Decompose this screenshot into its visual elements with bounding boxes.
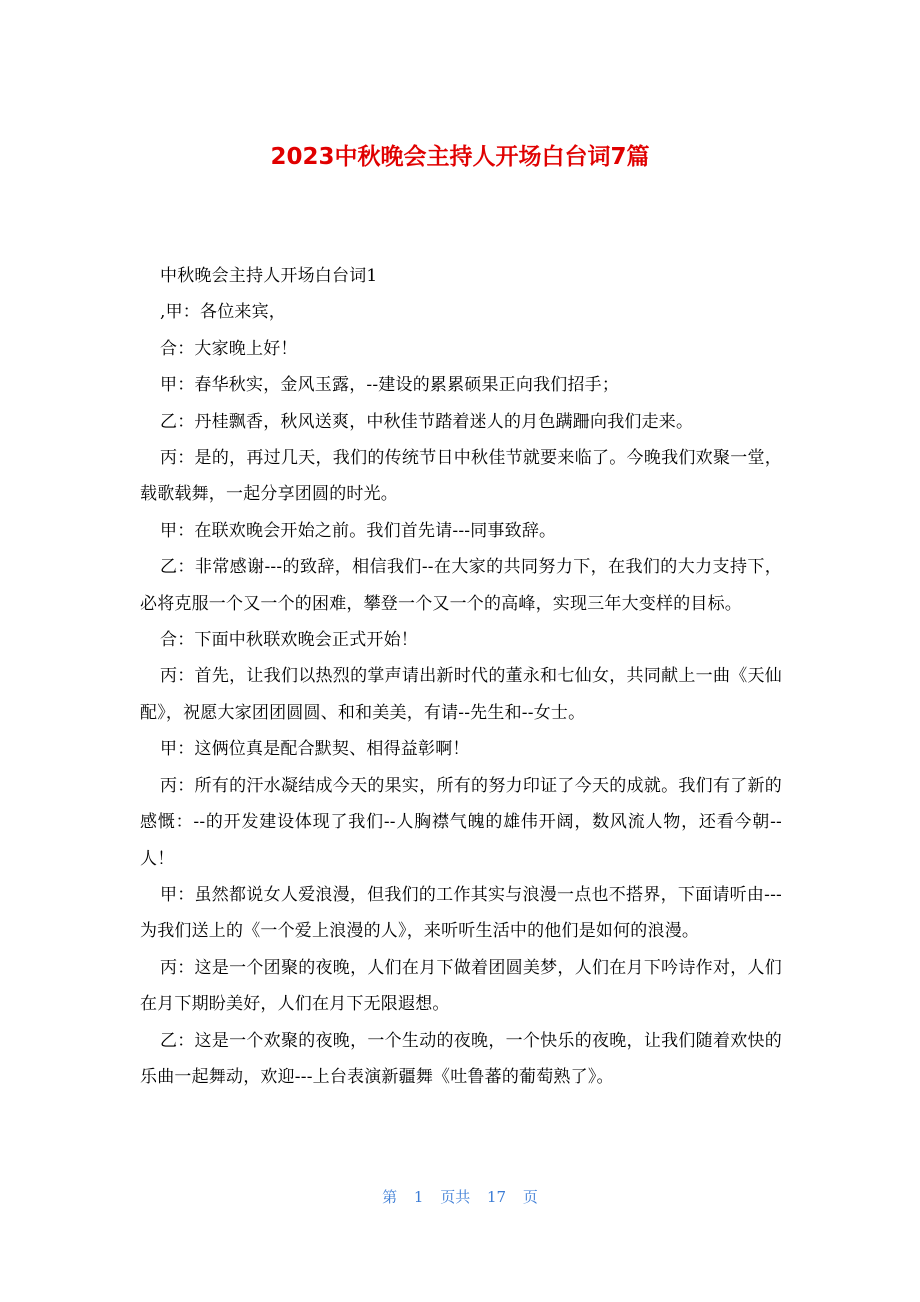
- page-footer: [0, 1185, 920, 1209]
- page-label-prefix: 第: [382, 1188, 398, 1206]
- paragraph: 乙：丹桂飘香，秋风送爽，中秋佳节踏着迷人的月色蹒跚向我们走来。: [160, 411, 694, 432]
- paragraph: 乙：这是一个欢聚的夜晚，一个生动的夜晚，一个快乐的夜晚，让我们随着欢快的乐曲一起舞动，欢迎---上台表演新疆舞《吐鲁蕃的葡萄熟了》。: [140, 1030, 782, 1087]
- document-title: 2023中秋晚会主持人开场白台词7篇: [270, 144, 650, 170]
- paragraph: ,甲：各位来宾，: [160, 302, 287, 323]
- document-body: [140, 258, 782, 1095]
- paragraph: 乙：非常感谢---的致辞，相信我们--在大家的共同努力下，在我们的大力支持下，必将克服一个又一个的困难，攀登一个又一个的高峰，实现三年大变样的目标。: [140, 557, 782, 614]
- paragraph: 中秋晚会主持人开场白台词1: [160, 266, 378, 286]
- paragraph: 甲：春华秋实，金风玉露，--建设的累累硕果正向我们招手；: [160, 375, 620, 396]
- paragraph: 甲：在联欢晚会开始之前。我们首先请---同事致辞。: [160, 520, 557, 541]
- page-label-suffix: 页: [522, 1188, 538, 1206]
- paragraph: 合：下面中秋联欢晚会正式开始！: [160, 630, 418, 651]
- paragraph: 甲：这俩位真是配合默契、相得益彰啊！: [160, 739, 470, 760]
- paragraph: 丙：所有的汗水凝结成今天的果实，所有的努力印证了今天的成就。我们有了新的感慨：--的开发建设体现了我们--人胸襟气魄的雄伟开阔，数风流人物，还看今朝--人！: [140, 775, 782, 869]
- current-page-number: 1: [413, 1188, 424, 1206]
- page-label-mid: 页共: [440, 1188, 471, 1206]
- paragraph: 甲：虽然都说女人爱浪漫，但我们的工作其实与浪漫一点也不搭界，下面请听由---为我们送上的《一个爱上浪漫的人》，来听听生活中的他们是如何的浪漫。: [140, 884, 782, 942]
- paragraph: 合：大家晚上好！: [160, 338, 298, 359]
- paragraph: 丙：是的，再过几天，我们的传统节日中秋佳节就要来临了。今晚我们欢聚一堂，载歌载舞，一起分享团圆的时光。: [140, 448, 782, 505]
- paragraph: 丙：首先，让我们以热烈的掌声请出新时代的董永和七仙女，共同献上一曲《天仙配》，祝愿大家团团圆圆、和和美美，有请--先生和--女士。: [140, 666, 782, 723]
- paragraph: 丙：这是一个团聚的夜晚，人们在月下做着团圆美梦，人们在月下吟诗作对，人们在月下期盼美好，人们在月下无限遐想。: [140, 957, 782, 1015]
- total-pages-number: 17: [487, 1188, 507, 1206]
